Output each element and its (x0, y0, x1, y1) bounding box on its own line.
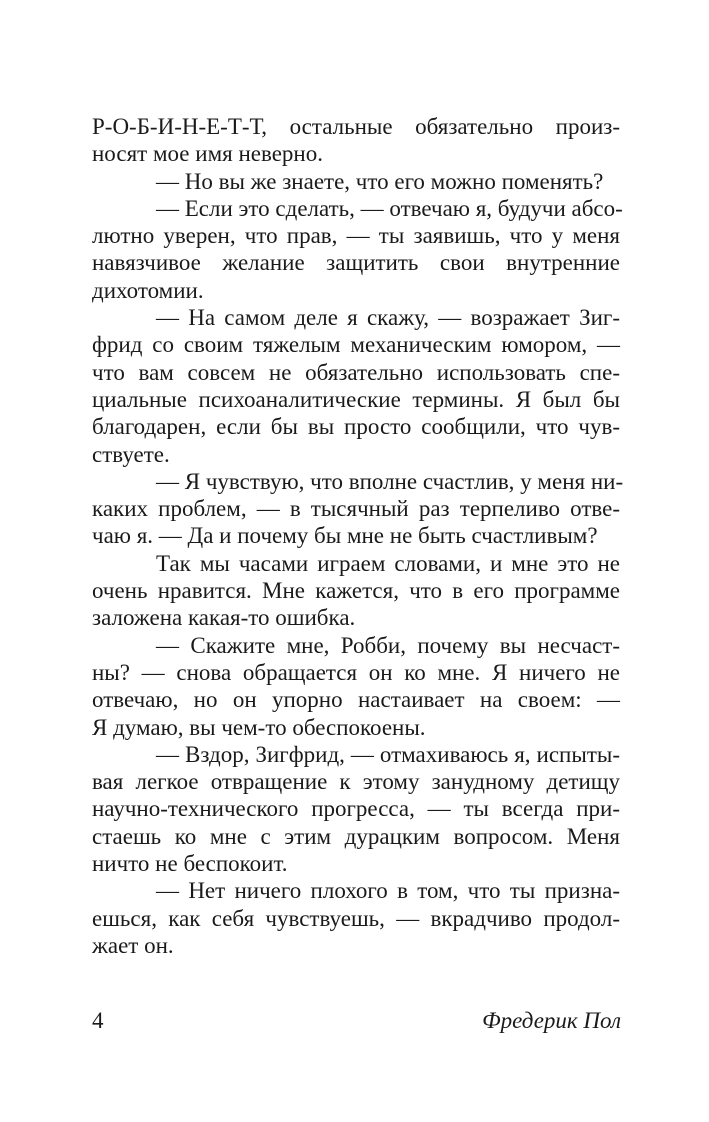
text-line: жает он. (92, 932, 174, 958)
text-line: отвечаю, но он упорно настаивает на своем: — (92, 687, 620, 713)
text-line: благодарен, если бы вы просто сообщили, что чув- (92, 414, 620, 440)
text-line: — Но вы же знаете, что его можно поменять? (156, 168, 604, 194)
text-line: каких проблем, — в тысячный раз терпеливо отве- (92, 496, 620, 522)
text-line: ешься, как себя чувствуешь, — вкрадчиво продол- (92, 905, 620, 931)
text-line: Р-О-Б-И-Н-Е-Т-Т, остальные обязательно произ- (92, 114, 620, 139)
text-line: лютно уверен, что прав, — ты заявишь, что у меня (92, 223, 620, 249)
text-line: носят мое имя неверно. (92, 141, 323, 167)
text-line: — Я чувствую, что вполне счастлив, у меня ни- (156, 468, 624, 494)
text-line: фрид со своим тяжелым механическим юмором, — (92, 332, 620, 358)
text-line: Так мы часами играем словами, и мне это не (156, 550, 620, 576)
text-line: заложена какая-то ошибка. (92, 605, 356, 631)
text-line: — Вздор, Зигфрид, — отмахиваюсь я, испыты- (156, 741, 620, 767)
text-line: — Скажите мне, Робби, почему вы несчаст- (156, 632, 620, 658)
text-line: навязчивое желание защитить свои внутренние (92, 250, 620, 276)
text-line: вая легкое отвращение к этому занудному детищу (92, 769, 620, 795)
text-line: чаю я. — Да и почему бы мне не быть счастливым? (92, 523, 598, 549)
text-line: циальные психоаналитические термины. Я был бы (92, 386, 620, 412)
text-line: стаешь ко мне с этим дурацким вопросом. Меня (92, 823, 620, 849)
text-line: научно-технического прогресса, — ты всегда при- (92, 796, 620, 822)
text-line: очень нравится. Мне кажется, что в его программе (92, 578, 620, 604)
running-footer-author: Фредерик Пол (482, 1008, 621, 1033)
text-line: что вам совсем не обязательно использовать спе- (92, 359, 620, 385)
text-line: — На самом деле я скажу, — возражает Зиг- (156, 305, 620, 331)
page-number: 4 (92, 1008, 104, 1033)
text-line: Я думаю, вы чем-то обеспокоены. (92, 714, 426, 740)
text-line: ничто не беспокоит. (92, 851, 288, 877)
text-line: ствуете. (92, 441, 170, 467)
text-line: дихотомии. (92, 277, 204, 303)
text-line: — Если это сделать, — отвечаю я, будучи абсо- (156, 195, 623, 221)
body-text (92, 113, 624, 959)
text-line: — Нет ничего плохого в том, что ты призна- (156, 878, 620, 904)
text-line: ны? — снова обращается он ко мне. Я ничего не (92, 659, 620, 685)
